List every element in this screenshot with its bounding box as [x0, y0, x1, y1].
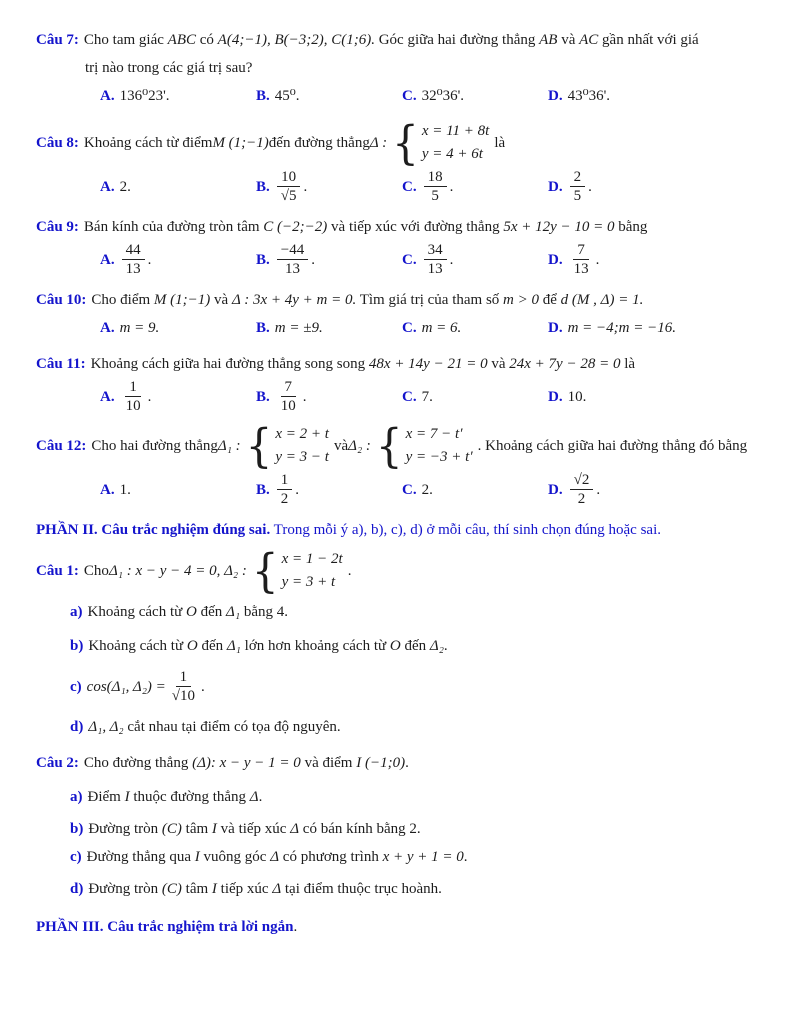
option-value: m = 6.: [421, 320, 462, 336]
brace-glyph: {: [245, 418, 273, 473]
fraction-denominator: 13: [285, 261, 300, 277]
fraction-denominator: 10: [125, 398, 141, 414]
fraction: [277, 378, 300, 415]
math-run: Δ: [272, 881, 282, 897]
fraction-numerator: −44: [277, 241, 308, 260]
fraction-denominator: 2: [280, 491, 289, 507]
fraction: [570, 241, 593, 278]
math-run: I: [194, 849, 200, 865]
period: .: [449, 251, 454, 268]
option-letter: D.: [548, 251, 563, 268]
fraction: [277, 471, 293, 508]
math-run: Δ :: [369, 135, 388, 151]
fraction-numerator: 7: [281, 378, 297, 397]
equation-row: x = 11 + 8t: [421, 123, 490, 139]
period: .: [588, 178, 592, 195]
fraction: [122, 378, 145, 415]
option-letter: D.: [548, 388, 563, 405]
option-value: 7.: [421, 388, 433, 405]
text-run: Đường thẳng qua: [86, 849, 195, 865]
equation-system: [251, 543, 343, 598]
question-11-line: [36, 354, 792, 374]
math-run: Δ₂: [429, 638, 444, 654]
equation-row: y = −3 + t′: [405, 449, 473, 465]
fraction-denominator: √10: [171, 688, 196, 704]
text-run: đến đường thẳng: [268, 135, 370, 151]
option-d: [548, 387, 792, 407]
p2-question-1-line: [36, 543, 792, 598]
math-run: (C): [161, 821, 182, 837]
option-value: 32⁰36'.: [421, 88, 465, 104]
math-run: (C): [161, 881, 182, 897]
part2-question-2: [36, 753, 792, 899]
math-run: 24x + 7y − 28 = 0: [509, 356, 621, 372]
text-run: và: [210, 292, 232, 308]
option-c: [402, 241, 548, 278]
fraction-numerator: 2: [570, 168, 586, 187]
math-run: 5x + 12y − 10 = 0: [503, 219, 615, 235]
question-label: Câu 12:: [36, 438, 87, 454]
text-run: đến: [196, 604, 227, 620]
option-letter: A.: [100, 251, 115, 268]
question-7: [36, 30, 792, 106]
question-11: [36, 354, 792, 415]
math-run: AC: [579, 32, 599, 48]
option-b: [256, 318, 402, 338]
math-run: AB: [539, 32, 558, 48]
option-value: 1.: [119, 481, 131, 498]
option-d: [548, 86, 792, 106]
text-run: Cho điểm: [91, 292, 154, 308]
period: .: [595, 251, 600, 268]
text-run: và điểm: [300, 755, 357, 771]
question-label: Câu 1:: [36, 563, 79, 579]
text-run: gần nhất với giá: [598, 32, 699, 48]
math-run: ABC: [167, 32, 196, 48]
text-run: . Khoảng cách giữa hai đường thẳng đó bằng: [477, 438, 748, 454]
text-run: có: [196, 32, 218, 48]
option-letter: D.: [548, 481, 563, 498]
text-run: tâm: [181, 821, 212, 837]
text-run: .: [405, 755, 409, 771]
text-run: lớn hơn khoảng cách từ: [240, 638, 390, 654]
equation-rows: [422, 120, 489, 166]
text-run: Cho: [83, 563, 109, 579]
option-c: [402, 387, 548, 407]
text-run: có phương trình: [279, 849, 383, 865]
math-run: M (1;−1): [212, 135, 269, 151]
p2-question-2-line: [36, 753, 792, 773]
statement-label: a): [70, 789, 83, 805]
statement-label: b): [70, 638, 84, 654]
period: .: [303, 178, 308, 195]
math-run: Δ₁ : x − y − 4 = 0, Δ₂ :: [108, 563, 247, 579]
text-run: vuông góc: [199, 849, 271, 865]
options-row: [100, 318, 792, 338]
question-10: [36, 290, 792, 338]
text-run: thuộc đường thẳng: [129, 789, 250, 805]
part2-header: [36, 520, 792, 540]
text-run: và: [333, 438, 349, 454]
option-letter: D.: [548, 178, 563, 195]
question-10-line: [36, 290, 792, 310]
period: .: [311, 251, 315, 268]
math-run: Δ₁ :: [217, 438, 241, 454]
option-a: [100, 318, 256, 338]
option-letter: B.: [256, 251, 270, 268]
part2-subtitle: Trong mỗi ý a), b), c), d) ở mỗi câu, thí sinh chọn đúng hoặc sai.: [270, 522, 662, 538]
option-a: [100, 177, 256, 197]
math-run: I (−1;0): [356, 755, 406, 771]
question-label: Câu 8:: [36, 135, 79, 151]
question-label: Câu 9:: [36, 219, 79, 235]
period: .: [295, 481, 300, 498]
option-a: [100, 480, 256, 500]
text-run: .: [443, 638, 448, 654]
option-b: [256, 378, 402, 415]
math-run: Δ: [290, 821, 300, 837]
fraction-numerator: 10: [277, 168, 300, 187]
statement-label: d): [70, 881, 84, 897]
fraction-numerator: 44: [122, 241, 145, 260]
brace-glyph: {: [375, 418, 403, 473]
math-run: O: [186, 638, 198, 654]
equation-row: x = 7 − t′: [405, 426, 463, 442]
statement-a: [70, 787, 792, 807]
equation-system: [245, 418, 329, 473]
fraction-denominator: 13: [125, 261, 141, 277]
text-run: Khoảng cách từ: [88, 638, 187, 654]
option-b: [256, 86, 402, 106]
option-letter: C.: [402, 320, 417, 336]
fraction: [424, 168, 447, 205]
text-run: có bán kính bằng 2.: [299, 821, 421, 837]
statement-label: d): [70, 719, 84, 735]
equation-system: [375, 418, 473, 473]
text-run: và tiếp xúc với đường thẳng: [327, 219, 504, 235]
math-run: m > 0: [503, 292, 539, 308]
math-run: Δ: [249, 789, 259, 805]
math-run: Δ₁: [226, 638, 241, 654]
math-run: x + y + 1 = 0: [382, 849, 464, 865]
option-letter: C.: [402, 251, 417, 268]
text-run: là: [620, 356, 636, 372]
option-letter: B.: [256, 481, 270, 498]
part3-header: [36, 917, 792, 937]
math-run: O: [186, 604, 197, 620]
math-run: Δ₁, Δ₂: [88, 719, 124, 735]
fraction-denominator: 10: [280, 398, 296, 414]
fraction: [277, 241, 308, 278]
text-run: Điểm: [87, 789, 125, 805]
text-run: Góc giữa hai đường thẳng: [374, 32, 540, 48]
brace-glyph: {: [251, 543, 279, 598]
option-letter: A.: [100, 320, 115, 336]
math-run: (Δ): x − y − 1 = 0: [192, 755, 301, 771]
option-d: [548, 168, 792, 205]
statement-b: [70, 636, 792, 656]
fraction-denominator: 5: [573, 188, 582, 204]
fraction: [122, 241, 145, 278]
fraction-numerator: 34: [424, 241, 447, 260]
question-label: Câu 11:: [36, 356, 86, 372]
text-run: bằng: [614, 219, 648, 235]
option-letter: D.: [548, 320, 563, 336]
equation-row: x = 1 − 2t: [281, 551, 343, 567]
math-run: Δ₂ :: [348, 438, 371, 454]
statement-label: c): [70, 678, 82, 695]
text-run: Cho đường thẳng: [83, 755, 193, 771]
question-12: [36, 418, 792, 508]
fraction-numerator: √2: [570, 471, 594, 490]
fraction-numerator: 1: [277, 471, 293, 490]
math-run: O: [389, 638, 401, 654]
question-12-line: [36, 418, 792, 473]
text-run: bằng 4.: [240, 604, 288, 620]
equation-row: y = 3 − t: [275, 449, 329, 465]
question-9-line: [36, 217, 792, 237]
text-run: cắt nhau tại điểm có tọa độ nguyên.: [123, 719, 341, 735]
option-value: 43⁰36'.: [567, 88, 611, 104]
text-run: Tìm giá trị của tham số: [356, 292, 504, 308]
math-run: A(4;−1), B(−3;2), C(1;6).: [217, 32, 375, 48]
text-run: đến: [400, 638, 430, 654]
option-c: [402, 480, 548, 500]
option-letter: C.: [402, 481, 417, 498]
text-run: Đường tròn: [88, 821, 162, 837]
statement-a: [70, 602, 792, 622]
math-run: I: [211, 881, 217, 897]
equation-row: x = 2 + t: [275, 426, 329, 442]
option-letter: A.: [100, 388, 115, 405]
equation-rows: [282, 548, 343, 594]
math-run: M (1;−1): [153, 292, 211, 308]
math-run: I: [211, 821, 217, 837]
question-8-line: [36, 115, 792, 170]
part2-title: PHẦN II. Câu trắc nghiệm đúng sai.: [36, 522, 271, 538]
part2-question-1: [36, 543, 792, 737]
statement-c: [70, 668, 792, 705]
option-d: [548, 318, 792, 338]
option-letter: A.: [100, 481, 115, 498]
math-run: Δ : 3x + 4y + m = 0.: [231, 292, 357, 308]
statement-c: [70, 847, 792, 867]
equation-rows: [275, 423, 329, 469]
option-b: [256, 168, 402, 205]
fraction-denominator: √5: [280, 188, 297, 204]
period: .: [293, 919, 298, 935]
question-label: Câu 7:: [36, 32, 79, 48]
fraction-denominator: 5: [431, 188, 439, 204]
text-run: tại điểm thuộc trục hoành.: [281, 881, 442, 897]
options-row: [100, 86, 792, 106]
option-letter: B.: [256, 320, 270, 336]
option-value: 136⁰23'.: [119, 88, 170, 104]
option-letter: C.: [402, 388, 417, 405]
option-value: m = ±9.: [274, 320, 323, 336]
option-a: [100, 378, 256, 415]
option-letter: B.: [256, 388, 270, 405]
question-label: Câu 2:: [36, 755, 79, 771]
text-run: Cho hai đường thẳng: [91, 438, 218, 454]
option-d: [548, 471, 792, 508]
option-a: [100, 86, 256, 106]
text-run: Bán kính của đường tròn tâm: [83, 219, 264, 235]
text-run: Cho tam giác: [83, 32, 168, 48]
option-b: [256, 241, 402, 278]
fraction-numerator: 18: [424, 168, 447, 187]
question-7-line-2: trị nào trong các giá trị sau?: [85, 60, 253, 76]
math-run: Δ: [270, 849, 280, 865]
brace-glyph: {: [392, 115, 419, 170]
text-run: Khoảng cách từ: [87, 604, 187, 620]
options-row: [100, 471, 792, 508]
statement-d: [70, 879, 792, 899]
period: .: [201, 678, 205, 695]
text-run: và: [487, 356, 510, 372]
options-row: [100, 168, 792, 205]
option-b: [256, 471, 402, 508]
statement-b: [70, 819, 792, 839]
math-run: 48x + 14y − 21 = 0: [368, 356, 488, 372]
fraction: [424, 241, 447, 278]
period: .: [449, 178, 454, 195]
question-label: Câu 10:: [36, 292, 87, 308]
option-value: 2.: [421, 481, 433, 498]
option-c: [402, 86, 548, 106]
text-run: và tiếp xúc: [216, 821, 291, 837]
option-letter: A.: [100, 178, 115, 195]
equation-system: [392, 115, 490, 170]
statement-label: c): [70, 849, 82, 865]
option-letter: C.: [402, 88, 417, 104]
option-letter: B.: [256, 88, 270, 104]
question-7-line-1: [36, 30, 792, 50]
fraction-denominator: 13: [573, 261, 589, 277]
fraction-numerator: 1: [176, 668, 192, 687]
fraction-denominator: 2: [577, 491, 586, 507]
fraction-numerator: 7: [573, 241, 589, 260]
statement-label: b): [70, 821, 84, 837]
period: .: [147, 251, 152, 268]
text-run: để: [539, 292, 561, 308]
text-run: .: [463, 849, 468, 865]
option-a: [100, 241, 256, 278]
text-run: .: [258, 789, 263, 805]
math-run: Δ₁: [226, 604, 241, 620]
statement-label: a): [70, 604, 83, 620]
text-run: tâm: [181, 881, 212, 897]
option-letter: C.: [402, 178, 417, 195]
option-letter: B.: [256, 178, 270, 195]
text-run: là: [494, 135, 506, 151]
option-value: m = 9.: [119, 320, 160, 336]
option-letter: D.: [548, 88, 563, 104]
text-run: Khoảng cách giữa hai đường thẳng song song: [90, 356, 369, 372]
text-run: .: [347, 563, 352, 579]
options-row: [100, 241, 792, 278]
text-run: tiếp xúc: [216, 881, 273, 897]
text-run: đến: [197, 638, 227, 654]
option-d: [548, 241, 792, 278]
equation-row: y = 3 + t: [281, 574, 336, 590]
text-run: Đường tròn: [88, 881, 162, 897]
statement-d: [70, 717, 792, 737]
option-value: m = −4;m = −16.: [567, 320, 676, 336]
math-run: C (−2;−2): [263, 219, 328, 235]
math-run: I: [124, 789, 130, 805]
option-value: 45⁰.: [274, 88, 300, 104]
equation-row: y = 4 + 6t: [421, 146, 483, 162]
fraction: [277, 168, 301, 205]
fraction: [570, 168, 586, 205]
fraction-numerator: 1: [125, 378, 141, 397]
math-run: d (M , Δ) = 1.: [560, 292, 644, 308]
equation-rows: [406, 423, 473, 469]
question-9: [36, 217, 792, 278]
period: .: [302, 388, 307, 405]
option-c: [402, 168, 548, 205]
text-run: Khoảng cách từ điểm: [83, 135, 213, 151]
option-value: 2.: [119, 178, 131, 195]
option-c: [402, 318, 548, 338]
options-row: [100, 378, 792, 415]
option-value: 10.: [567, 388, 587, 405]
text-run: và: [557, 32, 580, 48]
fraction: [168, 668, 199, 705]
fraction: [570, 471, 594, 508]
period: .: [596, 481, 601, 498]
math-run: cos(Δ₁, Δ₂) =: [86, 678, 166, 695]
part3-title: PHẦN III. Câu trắc nghiệm trả lời ngắn: [36, 919, 294, 935]
fraction-denominator: 13: [427, 261, 443, 277]
period: .: [147, 388, 152, 405]
question-8: [36, 115, 792, 205]
option-letter: A.: [100, 88, 115, 104]
